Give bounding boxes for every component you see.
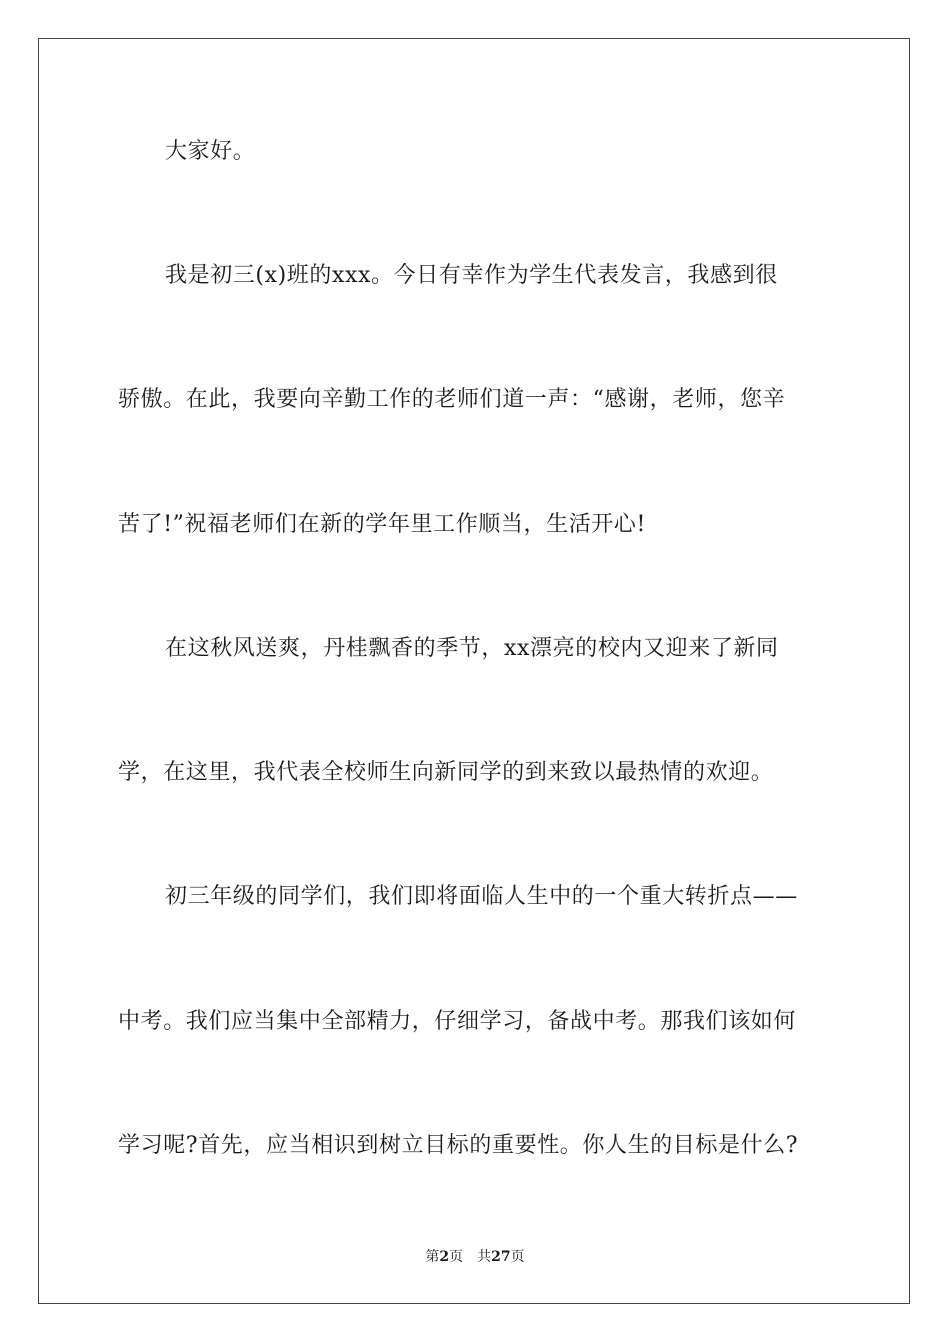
text-line: 骄傲。在此，我要向辛勤工作的老师们道一声：“感谢，老师，您辛 bbox=[118, 387, 786, 412]
page-label-prefix: 第 bbox=[425, 1249, 440, 1265]
text-line: 在这秋风送爽，丹桂飘香的季节，xx漂亮的校内又迎来了新同 bbox=[165, 636, 779, 661]
page-number: 2 bbox=[439, 1249, 450, 1265]
text-line: 学，在这里，我代表全校师生向新同学的到来致以最热情的欢迎。 bbox=[118, 760, 774, 785]
text-line: 我是初三(x)班的xxx。今日有幸作为学生代表发言，我感到很 bbox=[165, 263, 778, 288]
page-label-suffix: 页 bbox=[449, 1249, 464, 1265]
text-line: 初三年级的同学们，我们即将面临人生中的一个重大转折点—— bbox=[165, 884, 798, 909]
text-line: 大家好。 bbox=[165, 139, 256, 164]
text-line: 苦了!”祝福老师们在新的学年里工作顺当，生活开心! bbox=[118, 512, 646, 537]
page-footer bbox=[0, 1248, 950, 1266]
text-line: 中考。我们应当集中全部精力，仔细学习，备战中考。那我们该如何 bbox=[118, 1009, 797, 1034]
text-line: 学习呢?首先，应当相识到树立目标的重要性。你人生的目标是什么? bbox=[118, 1133, 799, 1158]
page-border bbox=[38, 38, 910, 1304]
total-label-suffix: 页 bbox=[510, 1249, 525, 1265]
total-pages: 27 bbox=[491, 1249, 511, 1265]
total-label-prefix: 共 bbox=[477, 1249, 492, 1265]
